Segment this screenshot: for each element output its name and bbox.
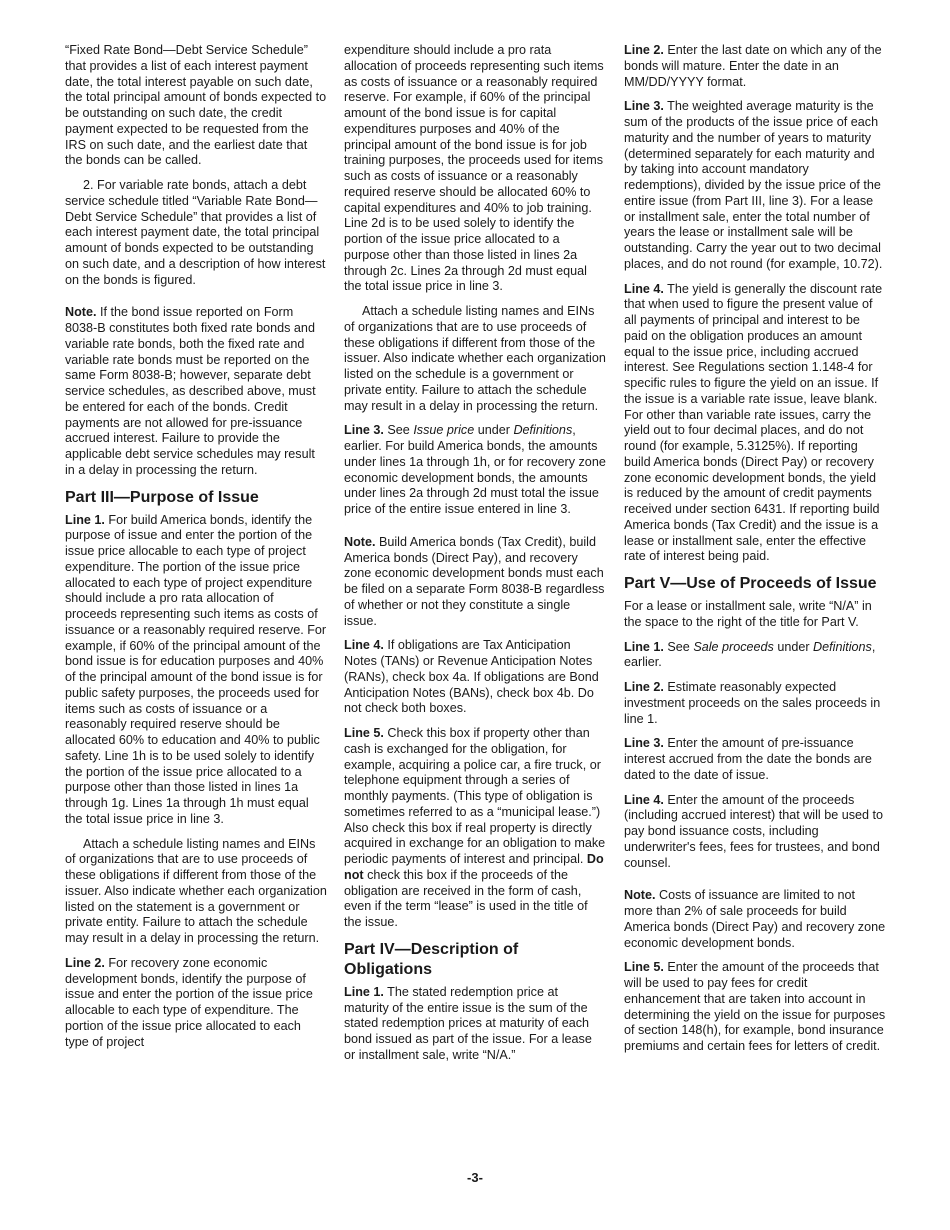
note-paragraph <box>65 305 327 478</box>
paragraph: expenditure should include a pro rata allocation of proceeds representing such items as costs of issuance or a reasonably required reserve. For example, if 60% of the principal amount of the bond issue is for capital expenditures purposes and 40% of the principal amount of the bond issue is for job training purposes, the proceeds used for items such as costs of issuance or a reasonably required reserve should be allocated 60% to capital expenditures and 40% to job training. Line 2d is to be used solely to identify the portion of the issue price allocated to a purpose other than those listed in lines 2a through 2c. Lines 2a through 2d must equal the total issue price in line 3. <box>344 43 604 294</box>
line-paragraph <box>65 513 327 828</box>
line-text: See <box>667 639 690 654</box>
line-text: under <box>777 639 810 654</box>
line-paragraph <box>624 680 886 727</box>
line-paragraph <box>65 956 327 1051</box>
line-lead: Line 2. <box>65 955 105 970</box>
line-paragraph <box>344 985 606 1064</box>
emphasis: Definitions <box>513 423 573 438</box>
note-text: Build America bonds (Tax Credit), build America bonds (Direct Pay), and recovery zone economic development bonds must each be filed on a separate Form 8038-B regardless of whether or not they constitute a single issue. <box>344 534 605 628</box>
paragraph: Attach a schedule listing names and EINs of organizations that are to use proceeds of these obligations if different from those of the issuer. Also indicate whether each organization listed on the statement is a government or private entity. Failure to attach the schedule may result in a delay in processing the return. <box>65 836 327 945</box>
emphasis: Definitions <box>813 639 872 654</box>
line-lead: Line 5. <box>344 726 384 740</box>
line-lead: Line 2. <box>624 680 664 694</box>
line-text: Enter the amount of pre-issuance interest accrued from the date the bonds are dated to the date of issue. <box>624 736 872 782</box>
line-paragraph <box>624 282 886 566</box>
column-1 <box>65 43 327 1059</box>
section-heading-part-v: Part V—Use of Proceeds of Issue <box>624 575 877 592</box>
line-lead: Line 4. <box>624 281 664 296</box>
paragraph: “Fixed Rate Bond—Debt Service Schedule” that provides a list of each interest payment date, the total interest payable on such date, the total principal amount of bonds expected to be outstanding on such date, the credit payment expected to be requested from the IRS on such date, and the earliest date that the bonds can be called. <box>65 43 327 168</box>
emphasis: Issue price <box>413 423 475 438</box>
paragraph: 2. For variable rate bonds, attach a debt service schedule titled “Variable Rate Bond—Debt Service Schedule” that provides a list of each interest payment date, the total principal amount of bonds expected to be outstanding on such date, and a description of how interest on the bonds is figured. <box>65 178 326 287</box>
line-text: , earlier. <box>624 639 876 670</box>
line-text: The yield is generally the discount rate that when used to figure the present value of all payments of principal and interest to be paid on the obligation produces an amount equal to the issue price, including accrued interest. See Regulations section 1.148-4 for specific rules to figure the yield on an issue. If the issue is a variable rate issue, leave blank. For other than variable rate issues, carry the yield out to four decimal places, and do not round (for example, 5.3125%). If reporting build America bonds (Direct Pay) or recovery zone economic development bonds, the yield is reduced by the amount of credit payments received under section 6431. If reporting build America bonds (Tax Credit) and the issue is a lease or installment sale, enter the effective rate of interest being paid. <box>624 281 883 564</box>
emphasis: Sale proceeds <box>693 639 774 654</box>
line-lead: Line 1. <box>65 512 105 527</box>
line-paragraph <box>344 726 606 931</box>
line-text: Enter the amount of the proceeds that will be used to pay fees for credit enhancement that are taken into account in determining the yield on the issue for purposes of section 148(h), for example, bond insurance premiums and certain fees for letters of credit. <box>624 960 886 1053</box>
note-text: If the bond issue reported on Form 8038-B constitutes both fixed rate bonds and variable rate bonds, both the fixed rate and variable rate bonds must be reported on the same Form 8038-B; however, separate debt service schedules, as described above, must be entered for each of the bonds. Credit payments are not allowed for pre-issuance accrued interest. Failure to provide the applicable debt service schedules may result in a delay in processing the return. <box>65 305 316 477</box>
bold-text: Do not <box>344 852 604 882</box>
line-paragraph <box>624 793 886 872</box>
line-paragraph <box>624 736 886 783</box>
line-text: For recovery zone economic development bonds, identify the purpose of issue and enter the portion of the issue price allocable to each type of expenditure. The portion of the issue price allocated to each type of project <box>65 955 313 1049</box>
line-lead: Line 3. <box>624 99 664 114</box>
column-3 <box>624 43 886 1064</box>
line-text: See <box>387 423 410 438</box>
line-text: , earlier. For build America bonds, the amounts under lines 1a through 1h, or for recovery zone economic development bonds, the amounts under lines 2a through 2d must total the issue price of the entire issue entered in line 3. <box>344 423 606 516</box>
note-text: Costs of issuance are limited to not more than 2% of sale proceeds for build America bonds (Direct Pay) and recovery zone economic development bonds. <box>624 888 886 950</box>
line-text: If obligations are Tax Anticipation Notes (TANs) or Revenue Anticipation Notes (RANs), check box 4a. If obligations are Bond Anticipation Notes (BANs), check box 4b. Do not check both boxes. <box>344 638 599 716</box>
note-lead: Note. <box>65 305 97 320</box>
line-paragraph <box>624 43 886 90</box>
line-lead: Line 3. <box>344 423 384 438</box>
line-text: The stated redemption price at maturity of the entire issue is the sum of the stated redemption prices at maturity of each bond issued as part of the issue. For a lease or installment sale, write “N/A.” <box>344 984 592 1062</box>
note-lead: Note. <box>624 888 656 903</box>
line-lead: Line 4. <box>344 638 384 653</box>
line-text: under <box>477 423 510 438</box>
line-paragraph <box>344 638 606 717</box>
page-number: -3- <box>467 1170 483 1185</box>
paragraph: For a lease or installment sale, write “N/A” in the space to the right of the title for Part V. <box>624 599 872 629</box>
line-paragraph <box>624 640 886 672</box>
line-lead: Line 4. <box>624 792 664 807</box>
section-heading-part-iv: Part IV—Description of Obligations <box>344 940 519 978</box>
line-lead: Line 2. <box>624 43 664 57</box>
line-text: check this box if the proceeds of the obligation are received in the form of cash, even if the term “lease” is used in the title of the issue. <box>344 867 588 929</box>
line-text: Enter the amount of the proceeds (including accrued interest) that will be used to pay bond issuance costs, including underwriter's fees, fees for trustees, and bond counsel. <box>624 792 884 870</box>
note-paragraph <box>624 888 886 951</box>
line-paragraph <box>344 423 606 518</box>
paragraph: Attach a schedule listing names and EINs of organizations that are to use proceeds of these obligations if different from those of the issuer. Also indicate whether each organization listed on the schedule is a government or private entity. Failure to attach the schedule may result in a delay in processing the return. <box>344 304 606 413</box>
line-paragraph <box>624 99 886 272</box>
line-text: Enter the last date on which any of the bonds will mature. Enter the date in an MM/DD/YYYY format. <box>624 43 882 89</box>
line-lead: Line 1. <box>344 984 384 999</box>
line-text: Estimate reasonably expected investment proceeds on the sales proceeds in line 1. <box>624 680 881 726</box>
note-lead: Note. <box>344 534 376 549</box>
line-paragraph <box>624 960 886 1055</box>
line-lead: Line 5. <box>624 960 664 975</box>
line-lead: Line 1. <box>624 639 664 654</box>
line-text: For build America bonds, identify the purpose of issue and enter the portion of the issue price allocable to each type of project expenditure. The portion of the issue price allocated to each type of project expenditure should include a pro rata allocation of proceeds representing such items as costs of issuance or a reasonably required reserve. For example, if 60% of the principal amount of the bond issue is for education purposes and 40% of the principal amount of the bond issue is for public safety purposes, the proceeds used for items such as costs of issuance or a reasonably required reserve should be allocated 60% to education and 40% to public safety. Line 1h is to be used solely to identify the portion of the issue price allocated to a purpose other than those listed in lines 1a through 1g. Lines 1a through 1h must equal the total issue price in line 3. <box>65 512 327 826</box>
line-lead: Line 3. <box>624 736 664 751</box>
line-text: Check this box if property other than cash is exchanged for the obligation, for example, acquiring a police car, a fire truck, or telephone equipment through a series of monthly payments. (This type of obligation is sometimes referred to as a “municipal lease.”) Also check this box if real property is directly acquired in exchange for an obligation to make periodic payments of interest and principal. <box>344 726 606 866</box>
note-paragraph <box>344 535 606 630</box>
section-heading-part-iii: Part III—Purpose of Issue <box>65 488 259 506</box>
line-text: The weighted average maturity is the sum of the products of the issue price of each maturity and the number of years to maturity (determined separately for each maturity and by taking into account mandatory redemptions), divided by the issue price of the entire issue (from Part III, line 3). For a lease or installment sale, enter the total number of years the lease or installment sale will be outstanding. Carry the year out to two decimal places, and do not round (for example, 10.72). <box>624 99 883 271</box>
column-2 <box>344 43 606 1073</box>
